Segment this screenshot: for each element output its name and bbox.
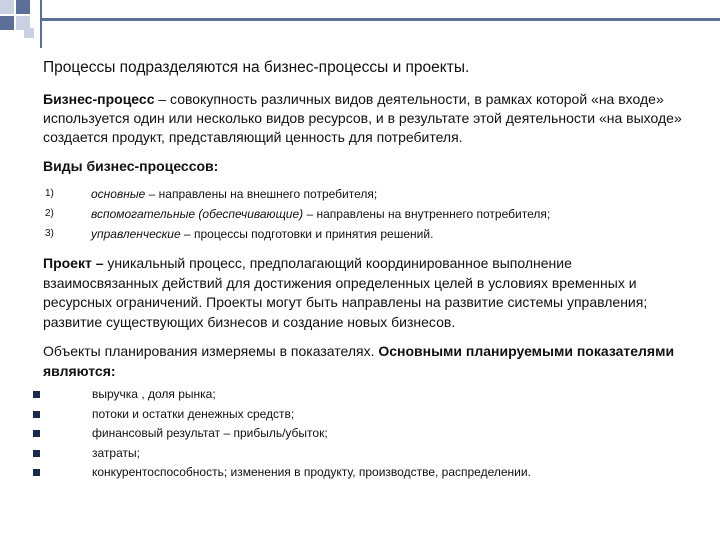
list-item	[43, 444, 683, 464]
list-item	[43, 385, 683, 405]
item-desc: – направлены на внешнего потребителя;	[145, 187, 378, 201]
project-text: уникальный процесс, предполагающий координированное выполнение взаимосвязанных действий для достижения определенных целей в условиях временных и ресурсных ограничений. Проекты могут быть направлены на развитие системы управления; развитие существующих бизнесов и создание новых бизнесов.	[43, 255, 648, 330]
item-desc: – процессы подготовки и принятия решений.	[180, 227, 434, 241]
indicators-list	[43, 385, 683, 483]
item-name: управленческие	[91, 227, 181, 241]
square-bullet-icon	[33, 411, 40, 418]
top-rule	[40, 18, 720, 21]
definition-term: Бизнес-процесс	[43, 91, 155, 107]
deco-square	[0, 0, 14, 14]
page-title: Процессы подразделяются на бизнес-процессы и проекты.	[43, 59, 470, 76]
list-item	[43, 184, 683, 204]
indicator-text: финансовый результат – прибыль/убыток;	[92, 426, 328, 440]
indicators-intro: Объекты планирования измеряемы в показателях.	[43, 343, 379, 359]
item-desc: – направлены на внутреннего потребителя;	[303, 207, 551, 221]
square-bullet-icon	[33, 391, 40, 398]
indicators-paragraph	[43, 342, 683, 381]
indicator-text: затраты;	[92, 445, 140, 460]
deco-square	[24, 28, 34, 38]
square-bullet-icon	[33, 450, 40, 457]
project-term: Проект –	[43, 255, 104, 271]
indicators-bold: Основными планируемыми показателями являются:	[43, 343, 675, 379]
square-bullet-icon	[33, 430, 40, 437]
item-number: 1)	[45, 188, 54, 199]
types-heading: Виды бизнес-процессов:	[43, 158, 219, 174]
item-number: 3)	[45, 228, 54, 239]
definition-paragraph	[43, 90, 683, 147]
list-item	[43, 424, 683, 444]
list-item	[43, 204, 683, 224]
indicator-text: выручка , доля рынка;	[92, 387, 216, 401]
item-number: 2)	[45, 208, 54, 219]
slide-content	[43, 58, 683, 483]
square-bullet-icon	[33, 469, 40, 476]
list-item	[43, 463, 683, 483]
list-item	[43, 224, 683, 244]
definition-text: – совокупность различных видов деятельности, в рамках которой «на входе» используется один или несколько видов ресурсов, и в результате этой деятельности «на выходе» создается продукт, представляющий ценность для потребителя.	[43, 91, 682, 145]
deco-square	[16, 0, 30, 14]
indicator-text: потоки и остатки денежных средств;	[92, 406, 295, 421]
deco-square	[0, 16, 14, 30]
indicator-text: конкурентоспособность; изменения в продукту, производстве, распределении.	[92, 465, 531, 479]
left-rule	[40, 0, 42, 48]
item-name: основные	[91, 187, 146, 201]
types-list	[43, 184, 683, 244]
item-name: вспомогательные (обеспечивающие)	[91, 207, 304, 221]
project-paragraph	[43, 254, 683, 332]
list-item	[43, 405, 683, 425]
